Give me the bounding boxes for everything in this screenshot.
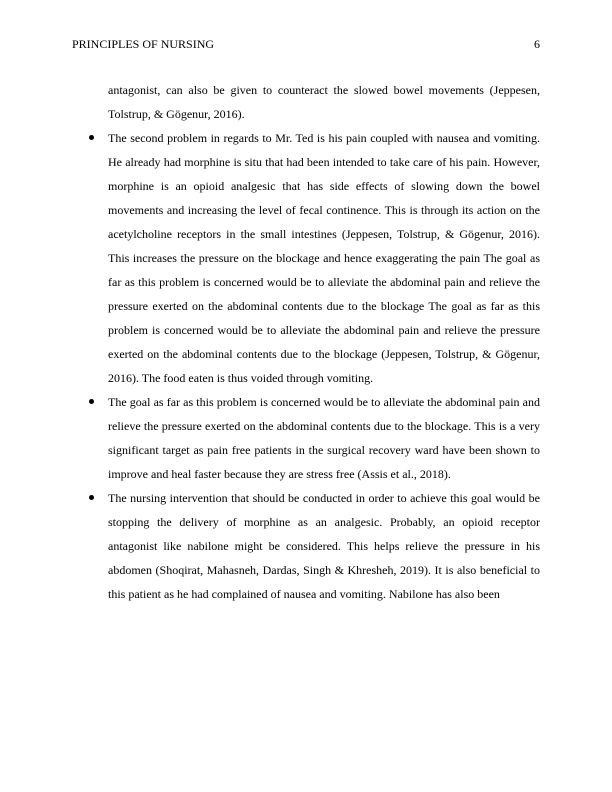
page-number: 6 [534, 37, 540, 51]
list-item [72, 126, 540, 390]
bullet-text: The nursing intervention that should be conducted in order to achieve this goal would be stopping the delivery of morphine as an analgesic. Probably, an opioid receptor antagonist like nabilone might be considered. This helps relieve the pressure in his abdomen (Shoqirat, Mahasneh, Dardas, Singh & Khresheh, 2019). It is also beneficial to this patient as he had complained of nausea and vomiting. Nabilone has also been [108, 491, 540, 601]
list-item [72, 486, 540, 606]
bullet-text: The second problem in regards to Mr. Ted is his pain coupled with nausea and vomiting. He already had morphine is situ that had been intended to take care of his pain. However, morphine is an opioid analgesic that has side effects of slowing down the bowel movements and increasing the level of fecal continence. This is through its action on the acetylcholine receptors in the small intestines (Jeppesen, Tolstrup, & Gögenur, 2016). This increases the pressure on the blockage and hence exaggerating the pain The goal as far as this problem is concerned would be to alleviate the abdominal pain and relieve the pressure exerted on the abdominal contents due to the blockage The goal as far as this problem is concerned would be to alleviate the abdominal pain and relieve the pressure exerted on the abdominal contents due to the blockage (Jeppesen, Tolstrup, & Gögenur, 2016). The food eaten is thus voided through vomiting. [108, 131, 540, 385]
page-header [72, 37, 540, 51]
document-body [72, 78, 540, 606]
bullet-icon [89, 495, 94, 500]
running-head: PRINCIPLES OF NURSING [72, 37, 215, 51]
bullet-icon [89, 135, 94, 140]
bullet-list [72, 126, 540, 606]
bullet-icon [89, 399, 94, 404]
list-item [72, 390, 540, 486]
bullet-text: The goal as far as this problem is concerned would be to alleviate the abdominal pain and relieve the pressure exerted on the abdominal contents due to the blockage. This is a very significant target as pain free patients in the surgical recovery ward have been shown to improve and heal faster because they are stress free (Assis et al., 2018). [108, 395, 540, 481]
continuation-paragraph: antagonist, can also be given to counteract the slowed bowel movements (Jeppesen, Tolstrup, & Gögenur, 2016). [108, 83, 540, 121]
